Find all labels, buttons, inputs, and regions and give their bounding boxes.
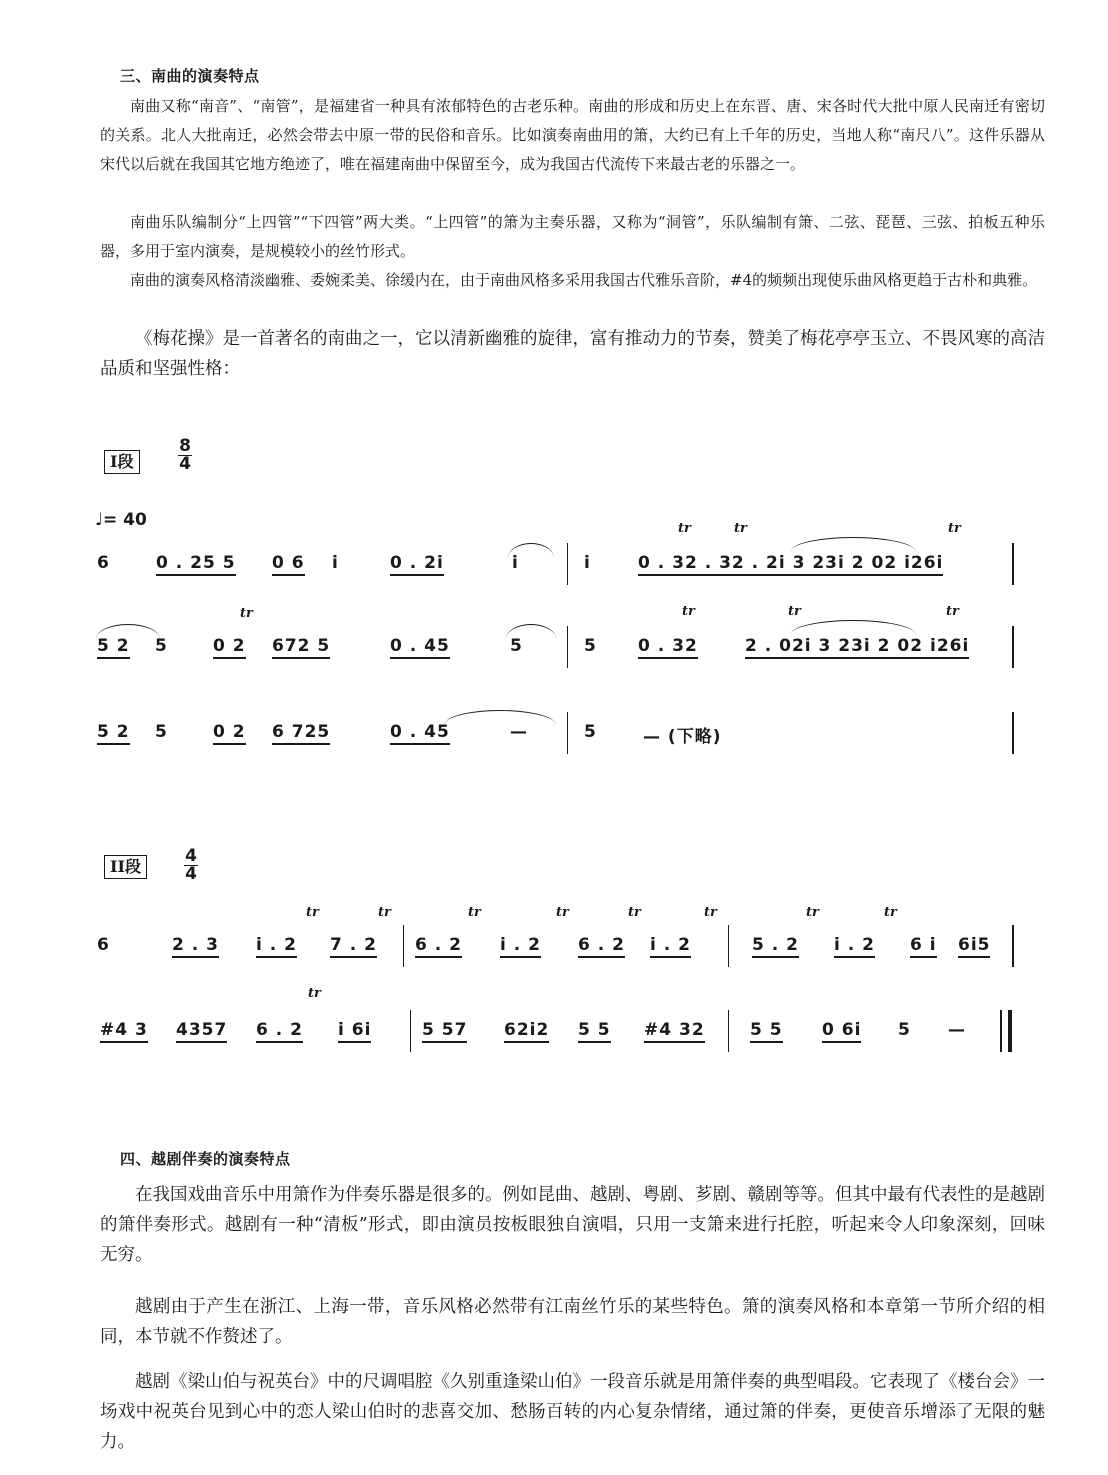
section3-paragraph-4: 《梅花操》是一首著名的南曲之一，它以清新幽雅的旋律，富有推动力的节奏，赞美了梅花亭亭玉立、不畏风寒的高洁品质和坚强性格： bbox=[100, 329, 1045, 379]
note-group: 0 2 bbox=[213, 636, 246, 659]
note-group: i 6i bbox=[338, 1020, 371, 1043]
trill-mark: tr bbox=[678, 521, 691, 536]
note-group: — (下略) bbox=[643, 727, 722, 747]
barline bbox=[728, 1010, 729, 1052]
section2-time-signature bbox=[184, 848, 198, 883]
trill-mark: tr bbox=[306, 905, 319, 920]
section3-paragraph-1: 南曲又称“南音”、“南管”，是福建省一种具有浓郁特色的古老乐种。南曲的形成和历史上在东晋、唐、宋各时代大批中原人民南迁有密切的关系。北人大批南迁，必然会带去中原一带的民俗和音乐。比如演奏南曲用的箫，大约已有上千年的历史，当地人称“南尺八”。这件乐器从宋代以后就在我国其它地方绝迹了，唯在福建南曲中保留至今，成为我国古代流传下来最古老的乐器之一。 bbox=[100, 97, 1045, 173]
barline bbox=[1012, 712, 1014, 754]
note-group: 0 . 2i bbox=[390, 553, 444, 576]
note-group: 0 . 32 . 32 . 2i 3 23i 2 02 i26i bbox=[638, 553, 943, 576]
note-group: 672 5 bbox=[272, 636, 330, 659]
barline bbox=[1012, 543, 1014, 585]
score-row-5 bbox=[0, 986, 1108, 1060]
note-group: i bbox=[584, 553, 591, 573]
note-group: 0 6 bbox=[272, 553, 305, 576]
section3-heading: 三、南曲的演奏特点 bbox=[120, 67, 260, 85]
section4-heading: 四、越剧伴奏的演奏特点 bbox=[120, 1150, 291, 1168]
note-group: 6 725 bbox=[272, 722, 330, 745]
section4-paragraph-2: 越剧由于产生在浙江、上海一带，音乐风格必然带有江南丝竹乐的某些特色。箫的演奏风格和本章第一节所介绍的相同，本节就不作赘述了。 bbox=[100, 1297, 1045, 1347]
note-group: 5 bbox=[898, 1020, 911, 1040]
note-group: 5 57 bbox=[422, 1020, 467, 1043]
section3-paragraph-2: 南曲乐队编制分“上四管”“下四管”两大类。“上四管”的箫为主奏乐器，又称为“洞管”，乐队编制有箫、二弦、琵琶、三弦、拍板五种乐器，多用于室内演奏，是规模较小的丝竹形式。 bbox=[100, 213, 1045, 260]
score-row-1 bbox=[0, 521, 1108, 593]
trill-mark: tr bbox=[378, 905, 391, 920]
note-group: 5 bbox=[155, 722, 168, 742]
note-group: — bbox=[948, 1020, 966, 1040]
note-group: i . 2 bbox=[650, 935, 691, 958]
trill-mark: tr bbox=[308, 986, 321, 1001]
note-group: 4357 bbox=[176, 1020, 227, 1043]
note-group: 2 . 3 bbox=[172, 935, 219, 958]
barline bbox=[567, 626, 568, 668]
barline bbox=[567, 712, 568, 754]
time-denominator: 4 bbox=[179, 454, 191, 474]
trill-mark: tr bbox=[946, 604, 959, 619]
score-row-2 bbox=[0, 604, 1108, 676]
slur bbox=[790, 620, 916, 635]
note-group: 0 . 32 bbox=[638, 636, 698, 659]
barline bbox=[1012, 626, 1014, 668]
barline bbox=[728, 925, 729, 967]
note-group: 5 bbox=[510, 636, 523, 656]
note-group: 0 6i bbox=[822, 1020, 861, 1043]
note-group: — bbox=[510, 722, 528, 742]
note-group: 5 . 2 bbox=[752, 935, 799, 958]
note-group: 0 . 25 5 bbox=[156, 553, 236, 576]
barline bbox=[567, 543, 568, 585]
trill-mark: tr bbox=[468, 905, 481, 920]
trill-mark: tr bbox=[884, 905, 897, 920]
section1-label: I段 bbox=[104, 450, 140, 474]
score-row-3 bbox=[0, 722, 1108, 762]
section2-label: II段 bbox=[104, 855, 147, 879]
tempo-marking: ♩= 40 bbox=[95, 510, 147, 530]
note-group: 5 5 bbox=[750, 1020, 783, 1043]
note-group: 0 2 bbox=[213, 722, 246, 745]
note-group: 6 . 2 bbox=[415, 935, 462, 958]
note-group: #4 32 bbox=[644, 1020, 705, 1043]
slur bbox=[444, 710, 556, 725]
note-group: 2 . 02i 3 23i 2 02 i26i bbox=[745, 636, 969, 659]
trill-mark: tr bbox=[682, 604, 695, 619]
score-row-4 bbox=[0, 905, 1108, 975]
note-group: 5 bbox=[584, 722, 597, 742]
note-group: i bbox=[512, 553, 519, 573]
note-group: 6 bbox=[97, 935, 110, 955]
note-group: #4 3 bbox=[100, 1020, 148, 1043]
time-denominator: 4 bbox=[185, 864, 197, 884]
note-group: 6 i bbox=[910, 935, 937, 958]
note-group: 62i2 bbox=[504, 1020, 549, 1043]
time-numerator: 4 bbox=[185, 846, 197, 866]
barline bbox=[1012, 925, 1014, 967]
note-group: 6 . 2 bbox=[578, 935, 625, 958]
trill-mark: tr bbox=[788, 604, 801, 619]
note-group: i . 2 bbox=[834, 935, 875, 958]
trill-mark: tr bbox=[556, 905, 569, 920]
note-group: 6 bbox=[97, 553, 110, 573]
barline bbox=[403, 925, 404, 967]
note-group: i . 2 bbox=[500, 935, 541, 958]
note-group: 5 2 bbox=[97, 722, 130, 745]
slur bbox=[790, 537, 916, 552]
note-group: 6 . 2 bbox=[256, 1020, 303, 1043]
trill-mark: tr bbox=[806, 905, 819, 920]
time-numerator: 8 bbox=[179, 436, 191, 456]
note-group: 5 5 bbox=[578, 1020, 611, 1043]
barline bbox=[1000, 1010, 1002, 1052]
note-group: 7 . 2 bbox=[330, 935, 377, 958]
trill-mark: tr bbox=[734, 521, 747, 536]
note-group: i bbox=[332, 553, 339, 573]
section4-paragraph-3: 越剧《梁山伯与祝英台》中的尺调唱腔《久别重逢梁山伯》一段音乐就是用箫伴奏的典型唱段。它表现了《楼台会》一场戏中祝英台见到心中的恋人梁山伯时的悲喜交加、愁肠百转的内心复杂情绪，通过箫的伴奏，更使音乐增添了无限的魅力。 bbox=[100, 1372, 1045, 1452]
section1-time-signature bbox=[178, 438, 192, 473]
trill-mark: tr bbox=[628, 905, 641, 920]
note-group: 0 . 45 bbox=[390, 722, 450, 745]
trill-mark: tr bbox=[948, 521, 961, 536]
note-group: 6i5 bbox=[958, 935, 990, 958]
note-group: 5 bbox=[584, 636, 597, 656]
section4-paragraph-1: 在我国戏曲音乐中用箫作为伴奏乐器是很多的。例如昆曲、越剧、粤剧、芗剧、赣剧等等。但其中最有代表性的是越剧的箫伴奏形式。越剧有一种“清板”形式，即由演员按板眼独自演唱，只用一支箫来进行托腔，听起来令人印象深刻，回味无穷。 bbox=[100, 1185, 1045, 1265]
note-group: 5 bbox=[155, 636, 168, 656]
trill-mark: tr bbox=[240, 606, 253, 621]
trill-mark: tr bbox=[704, 905, 717, 920]
barline bbox=[410, 1010, 411, 1052]
note-group: 5 2 bbox=[97, 636, 130, 659]
note-group: i . 2 bbox=[256, 935, 297, 958]
section3-paragraph-3: 南曲的演奏风格清淡幽雅、委婉柔美、徐缓内在，由于南曲风格多采用我国古代雅乐音阶，#4的频频出现使乐曲风格更趋于古朴和典雅。 bbox=[130, 271, 1038, 289]
final-barline bbox=[1008, 1010, 1012, 1052]
note-group: 0 . 45 bbox=[390, 636, 450, 659]
